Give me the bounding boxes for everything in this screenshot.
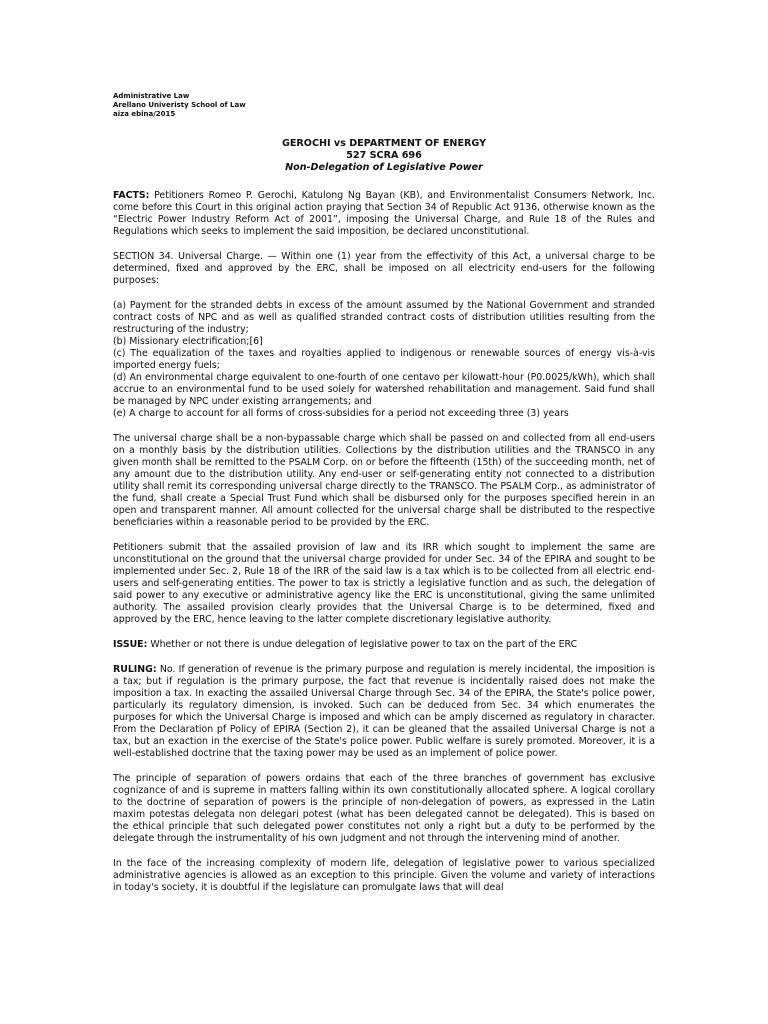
ruling-label: RULING: <box>113 664 157 675</box>
ruling-paragraph <box>113 664 655 760</box>
case-topic: Non-Delegation of Legislative Power <box>285 162 483 173</box>
purpose-item: (c) The equalization of the taxes and royalties applied to indigenous or renewable sources of energy vis-à-vis imported energy fuels; <box>113 348 655 371</box>
document-header <box>113 92 655 119</box>
purpose-item: (a) Payment for the stranded debts in excess of the amount assumed by the National Government and stranded contract costs of NPC and as well as qualified stranded contract costs of distribution utilities resulting from the restructuring of the industry; <box>113 300 655 335</box>
facts-text: Petitioners Romeo P. Gerochi, Katulong Ng Bayan (KB), and Environmentalist Consumers Network, Inc. come before this Court in this original action praying that Section 34 of Republic Act 9136, otherwise known as the “Electric Power Industry Reform Act of 2001”, imposing the Universal Charge, and Rule 18 of the Rules and Regulations which seeks to implement the said imposition, be declared unconstitutional. <box>113 190 656 237</box>
case-citation: 527 SCRA 696 <box>346 150 422 161</box>
purpose-item: (e) A charge to account for all forms of cross-subsidies for a period not exceeding three (3) years <box>113 408 569 419</box>
petitioners-paragraph: Petitioners submit that the assailed provision of law and its IRR which sought to implement the same are unconstitutional on the ground that the universal charge provided for under Sec. 34 of the EPIRA and sought to be implemented under Sec. 2, Rule 18 of the IRR of the said law is a tax which is to be collected from all electric end-users and self-generating entities. The power to tax is strictly a legislative function and as such, the delegation of said power to any executive or administrative agency like the ERC is unconstitutional, giving the same unlimited authority. The assailed provision clearly provides that the Universal Charge is to be determined, fixed and approved by the ERC, hence leaving to the latter complete discretionary legislative authority. <box>113 542 655 625</box>
complexity-paragraph: In the face of the increasing complexity of modern life, delegation of legislative power to various specialized administrative agencies is allowed as an exception to this principle. Given the volume and variety of interactions in today's society, it is doubtful if the legislature can promulgate laws that will deal <box>113 858 655 893</box>
case-title: GEROCHI vs DEPARTMENT OF ENERGY <box>281 138 487 149</box>
facts-label: FACTS: <box>113 190 150 201</box>
separation-of-powers-paragraph: The principle of separation of powers ordains that each of the three branches of government has exclusive cognizance of and is supreme in matters falling within its own constitutionally allocated sphere. A logical corollary to the doctrine of separation of powers is the principle of non-delegation of powers, as expressed in the Latin maxim potestas delegata non delegari potest (what has been delegated cannot be delegated). This is based on the ethical principle that such delegated power constitutes not only a right but a duty to be performed by the delegate through the instrumentality of his own judgment and not through the intervening mind of another. <box>113 773 655 844</box>
issue-text: Whether or not there is undue delegation of legislative power to tax on the part of the ERC <box>150 639 578 650</box>
facts-paragraph <box>113 190 655 238</box>
issue-label: ISSUE: <box>113 639 148 650</box>
purposes-list <box>113 300 655 420</box>
author-line: aiza ebina/2015 <box>113 110 176 118</box>
issue-paragraph <box>113 639 655 651</box>
case-title-block <box>113 138 655 174</box>
ruling-text: No. If generation of revenue is the primary purpose and regulation is merely incidental, the imposition is a tax; but if regulation is the primary purpose, the fact that revenue is incidentally raised does not make the imposition a tax. In exacting the assailed Universal Charge through Sec. 34 of the EPIRA, the State's police power, particularly its regulatory dimension, is invoked. Such can be deduced from Sec. 34 which enumerates the purposes for which the Universal Charge is imposed and which can be amply discerned as regulatory in character. From the Declaration pf Policy of EPIRA (Section 2), it can be gleaned that the assailed Universal Charge is not a tax, but an exaction in the exercise of the State's police power. Public welfare is surely promoted. Moreover, it is a well-established doctrine that the taxing power may be used as an implement of police power. <box>113 664 656 759</box>
purpose-item: (b) Missionary electrification;[6] <box>113 336 263 347</box>
school-name: Arellano Univeristy School of Law <box>113 101 246 109</box>
section-34-paragraph: SECTION 34. Universal Charge. — Within one (1) year from the effectivity of this Act, a universal charge to be determined, fixed and approved by the ERC, shall be imposed on all electricity end-users for the following purposes: <box>113 251 655 286</box>
course-name: Administrative Law <box>113 92 190 100</box>
purpose-item: (d) An environmental charge equivalent to one-fourth of one centavo per kilowatt-hour (P0.0025/kWh), which shall accrue to an environmental fund to be used solely for watershed rehabilitation and management. Said fund shall be managed by NPC under existing arrangements; and <box>113 372 655 407</box>
universal-charge-paragraph: The universal charge shall be a non-bypassable charge which shall be passed on and collected from all end-users on a monthly basis by the distribution utilities. Collections by the distribution utilities and the TRANSCO in any given month shall be remitted to the PSALM Corp. on or before the fifteenth (15th) of the succeeding month, net of any amount due to the distribution utility. Any end-user or self-generating entity not connected to a distribution utility shall remit its corresponding universal charge directly to the TRANSCO. The PSALM Corp., as administrator of the fund, shall create a Special Trust Fund which shall be disbursed only for the purposes specified herein in an open and transparent manner. All amount collected for the universal charge shall be distributed to the respective beneficiaries within a reasonable period to be provided by the ERC. <box>113 433 655 528</box>
document-page <box>113 92 655 894</box>
